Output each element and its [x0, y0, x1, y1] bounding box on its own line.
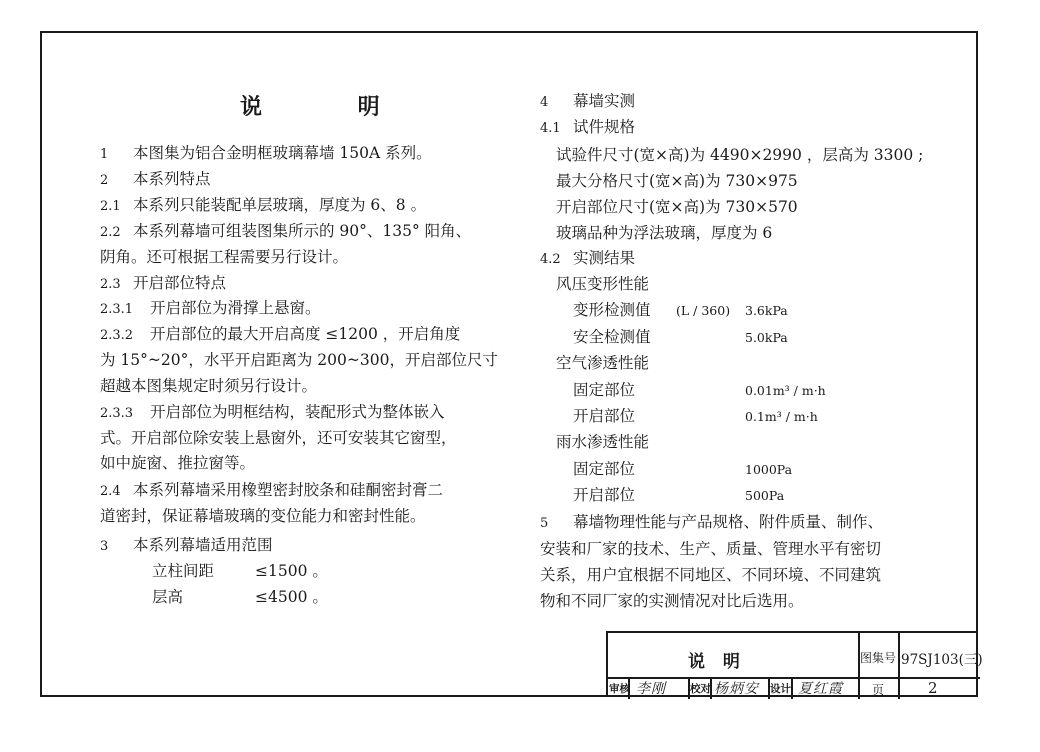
check-signature: 杨炳安 — [714, 681, 759, 697]
list-item: 2.3.3 开启部位为明框结构，装配形式为整体嵌入 — [100, 403, 445, 421]
list-item: 式。开启部位除安装上悬窗外，还可安装其它窗型， — [100, 429, 457, 447]
spec-line: 试验件尺寸(宽×高)为 4490×2990 ，层高为 3300 ; — [556, 146, 924, 164]
section-heading: 4 幕墙实测 — [540, 92, 636, 110]
result-value: 0.01m³ / m·h — [745, 383, 826, 398]
list-item: 为 15°~20°，水平开启距离为 200~300，开启部位尺寸 — [100, 351, 498, 369]
result-label: 变形检测值 — [573, 301, 651, 319]
list-item: 如中旋窗、推拉窗等。 — [100, 454, 256, 472]
list-item: 关系，用户宜根据不同地区、不同环境、不同建筑 — [540, 566, 882, 584]
list-item: 2.3.2 开启部位的最大开启高度 ≤1200 ，开启角度 — [100, 325, 461, 343]
wind-title: 风压变形性能 — [556, 275, 650, 293]
title-block — [606, 631, 983, 697]
list-item: 5 幕墙物理性能与产品规格、附件质量、制作、 — [540, 513, 884, 531]
drawing-name: 说 明 — [688, 652, 746, 672]
page-title: 说 明 — [240, 94, 424, 120]
page-label: 页 — [872, 683, 885, 697]
result-label: 开启部位 — [573, 407, 636, 425]
list-item: 2 本系列特点 — [100, 170, 211, 188]
page-number: 2 — [928, 679, 938, 697]
design-signature: 夏红霞 — [798, 681, 843, 697]
atlas-number: 97SJ103(三) — [901, 652, 983, 668]
air-title: 空气渗透性能 — [556, 354, 650, 372]
result-label: 安全检测值 — [573, 328, 651, 346]
scope-value: ≤4500 。 — [255, 588, 328, 606]
spec-line: 最大分格尺寸(宽×高)为 730×975 — [556, 172, 798, 190]
scope-value: ≤1500 。 — [255, 562, 328, 580]
section-heading: 4.1 试件规格 — [540, 118, 636, 136]
list-item: 阴角。还可根据工程需要另行设计。 — [100, 248, 349, 266]
spec-line: 开启部位尺寸(宽×高)为 730×570 — [556, 198, 798, 216]
result-note: (L / 360) — [676, 303, 731, 318]
list-item: 1 本图集为铝合金明框玻璃幕墙 150A 系列。 — [100, 144, 432, 162]
list-item: 2.3 开启部位特点 — [100, 274, 227, 292]
rain-title: 雨水渗透性能 — [556, 433, 650, 451]
result-value: 0.1m³ / m·h — [745, 409, 818, 424]
list-item: 道密封，保证幕墙玻璃的变位能力和密封性能。 — [100, 507, 426, 525]
section-heading: 4.2 实测结果 — [540, 249, 636, 267]
list-item: 3 本系列幕墙适用范围 — [100, 536, 273, 554]
result-label: 固定部位 — [573, 381, 636, 399]
atlas-label: 图集号 — [860, 651, 897, 665]
list-item: 安装和厂家的技术、生产、质量、管理水平有密切 — [540, 540, 882, 558]
list-item: 物和不同厂家的实测情况对比后选用。 — [540, 592, 804, 610]
result-value: 500Pa — [745, 488, 785, 503]
design-label: 设计 — [770, 683, 791, 695]
review-signature: 李刚 — [636, 681, 666, 697]
scope-label: 层高 — [152, 588, 184, 606]
result-value: 3.6kPa — [745, 303, 788, 318]
spec-line: 玻璃品种为浮法玻璃，厚度为 6 — [556, 224, 773, 242]
list-item: 2.3.1 开启部位为滑撑上悬窗。 — [100, 299, 321, 317]
list-item: 2.1 本系列只能装配单层玻璃，厚度为 6、8 。 — [100, 196, 427, 214]
result-value: 5.0kPa — [745, 330, 788, 345]
list-item: 2.4 本系列幕墙采用橡塑密封胶条和硅酮密封膏二 — [100, 481, 444, 499]
result-label: 固定部位 — [573, 460, 636, 478]
result-value: 1000Pa — [745, 462, 793, 477]
result-label: 开启部位 — [573, 486, 636, 504]
scope-label: 立柱间距 — [152, 562, 215, 580]
check-label: 校对 — [690, 683, 711, 695]
list-item: 超越本图集规定时须另行设计。 — [100, 377, 318, 395]
review-label: 审核 — [609, 683, 630, 695]
list-item: 2.2 本系列幕墙可组装图集所示的 90°、135° 阳角、 — [100, 222, 472, 240]
